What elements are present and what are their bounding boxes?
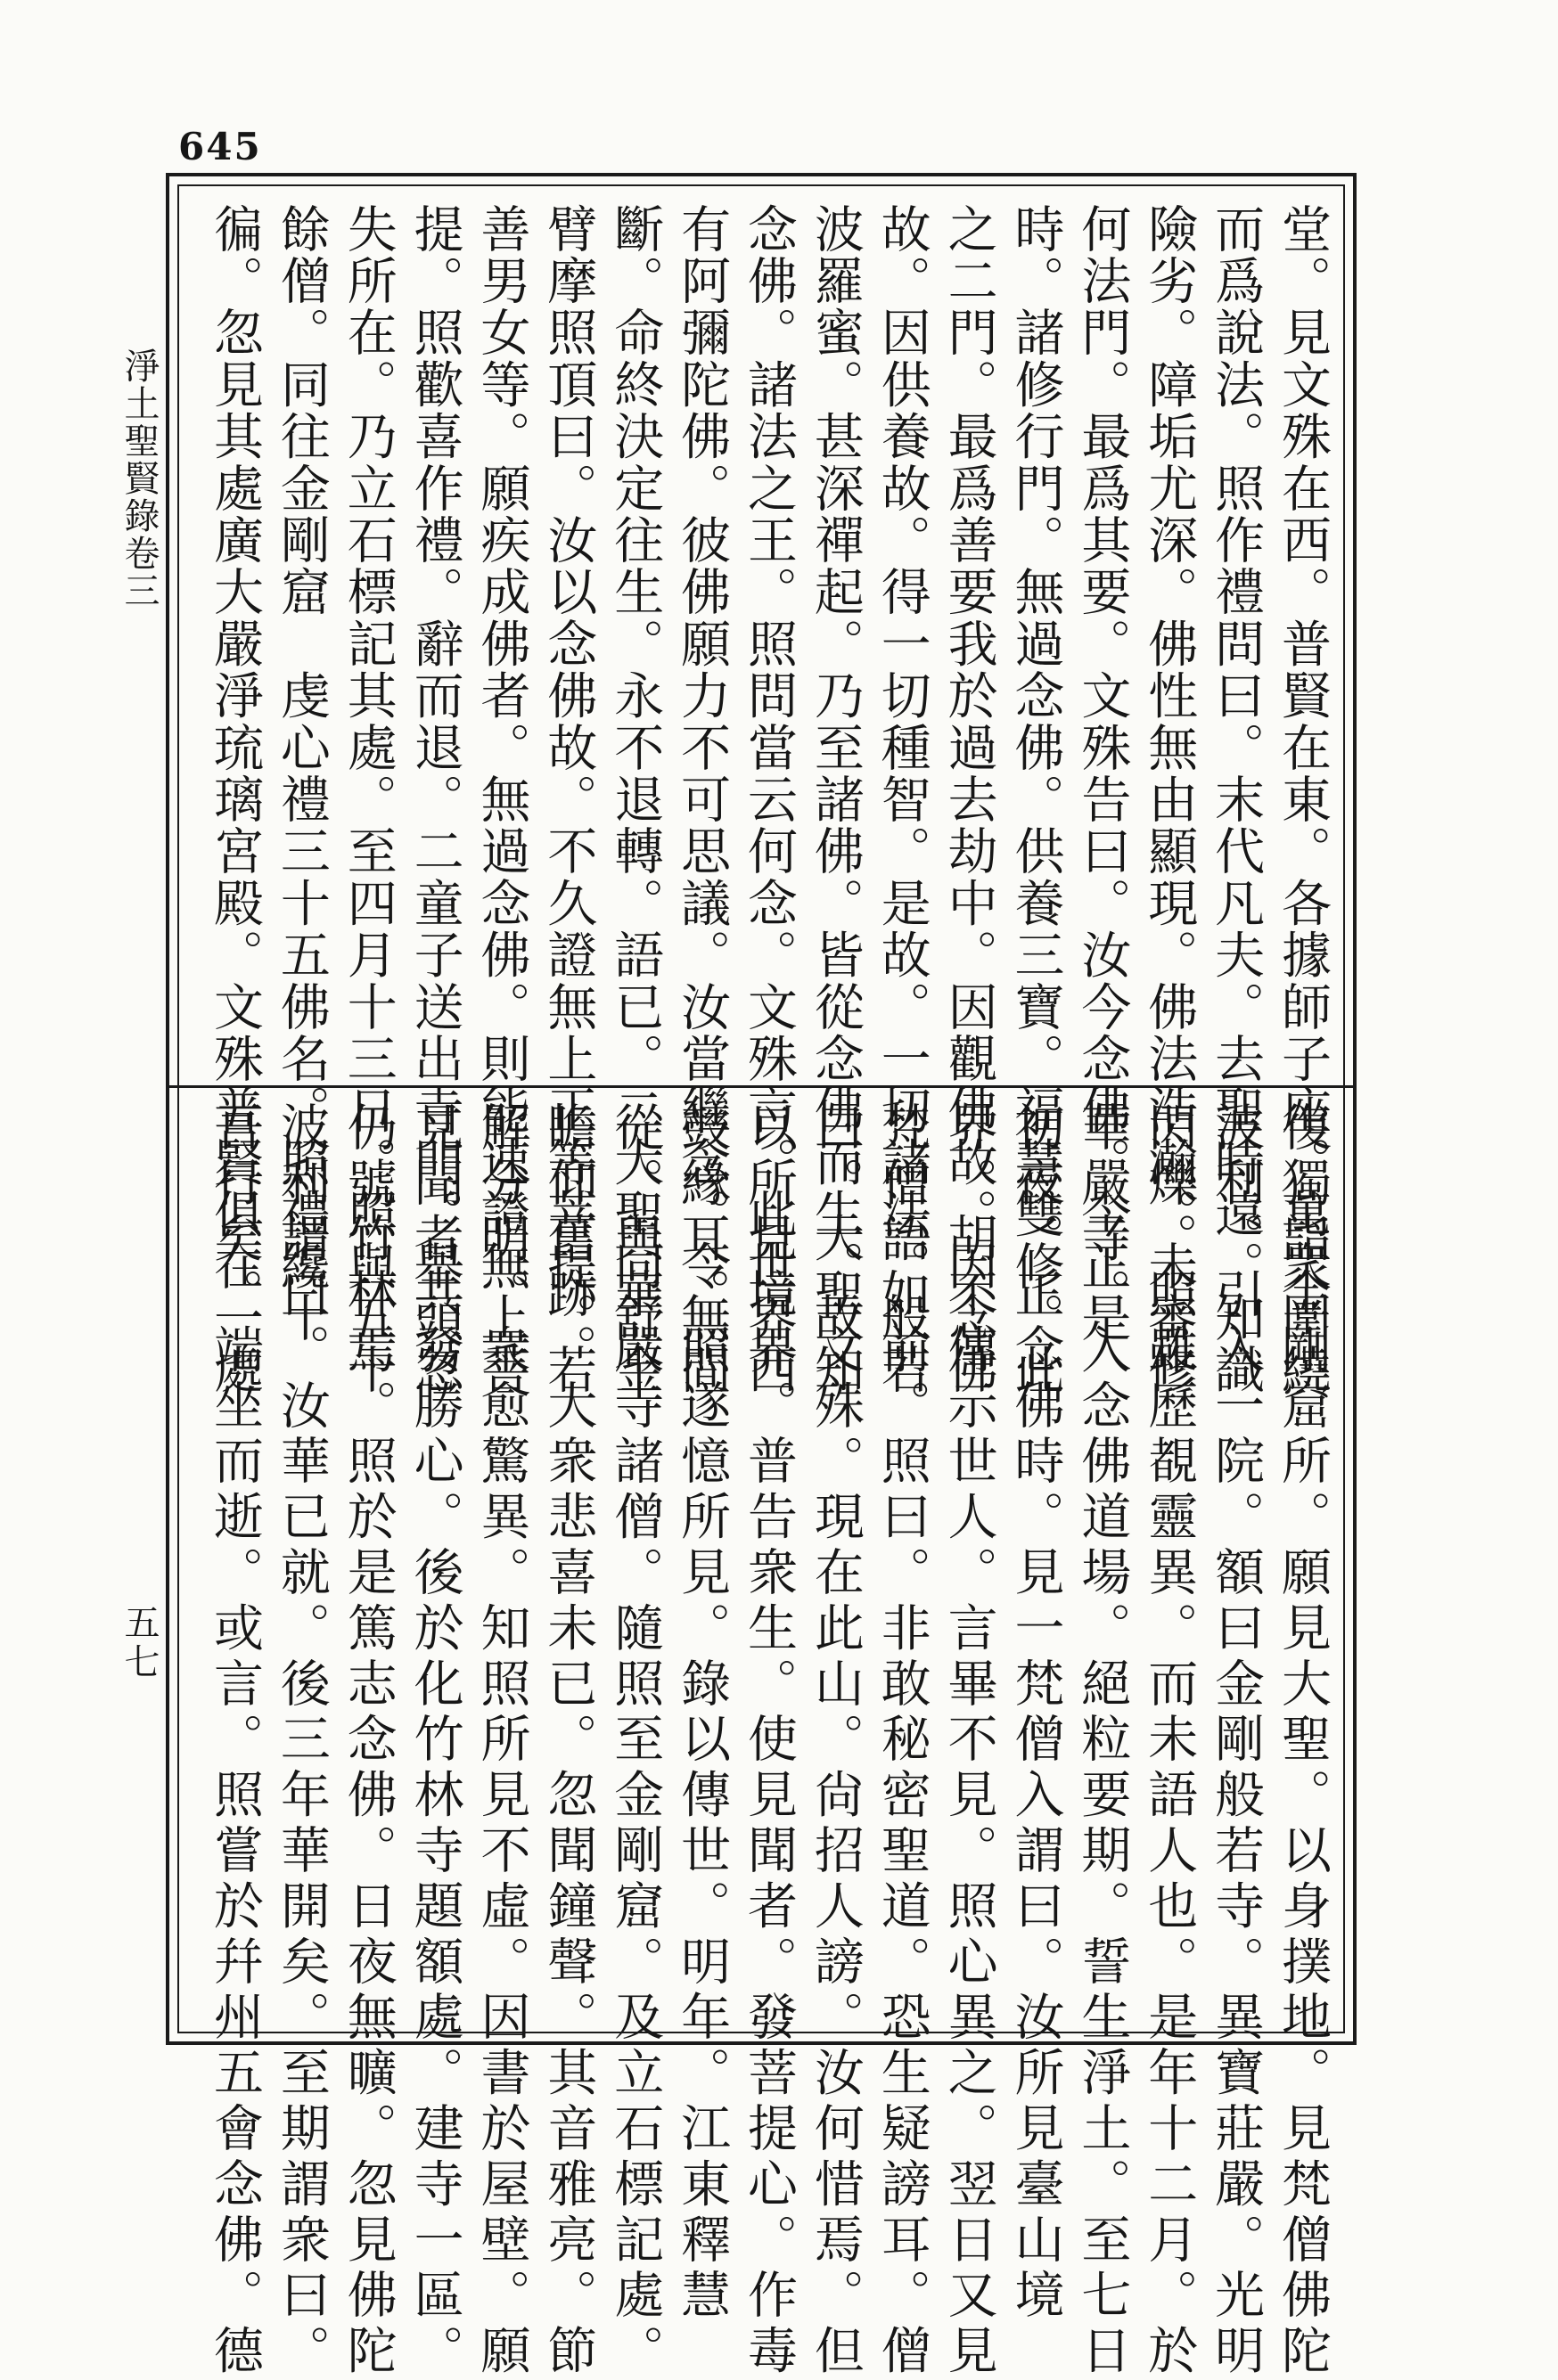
text-column: 波利。引入一院。額曰金剛般若寺。異寶莊嚴。光明: [1207, 1101, 1266, 2380]
text-column: 見聞者共發勝心。後於化竹林寺題額處。建寺一區。: [406, 1101, 464, 2380]
text-column: 險劣。障垢尤深。佛性無由顯現。佛法浩瀚。未審修: [1140, 203, 1199, 1396]
bottom-band: [206, 1101, 1332, 2380]
text-column: 之二門。最爲善要我於過去劫中。因觀佛故。因念佛: [939, 203, 998, 1396]
text-column: 臂摩照頂曰。汝以念佛故。不久證無上正等菩提。若: [539, 203, 598, 1396]
text-column: 初夜。正念佛時。見一梵僧入謂曰。汝所見臺山境: [1006, 1101, 1065, 2325]
text-column: 時。諸修行門。無過念佛。供養三寶。福慧雙修。此: [1006, 203, 1065, 1396]
text-column: 波羅蜜。甚深禪起。乃至諸佛。皆從念佛而生。故知: [806, 203, 865, 1396]
text-column: 有阿彌陀佛。彼佛願力不可思議。汝當繼念。令無間: [673, 203, 732, 1396]
top-band: [206, 203, 1332, 1396]
text-column: 從。與華嚴寺諸僧。隨照至金剛窟。及立石標記處。: [606, 1101, 665, 2380]
text-column: 復獨詣金剛窟所。願見大聖。以身撲地。見梵僧佛陀: [1274, 1101, 1332, 2380]
margin-folio: 五七: [119, 1604, 160, 1682]
text-column: 提。照歡喜作禮。辭而退。二童子送出寺門。舉頭忽: [406, 203, 464, 1396]
text-column: 波利謂曰。汝華已就。後三年華開矣。至期謂衆曰。: [272, 1101, 331, 2380]
text-column: 華嚴寺。入念佛道場。絕粒要期。誓生淨土。至七日: [1073, 1101, 1132, 2380]
page-number: 645: [178, 125, 262, 168]
text-column: 故。因供養故。得一切種智。是故。一切諸法。般若: [873, 203, 931, 1396]
text-column: 餘僧。同往金剛窟 虔心禮三十五佛名。照禮纔十: [272, 203, 331, 1345]
text-column: 界。胡不傳示世人。言畢不見。照心異之。翌日又見: [939, 1101, 998, 2380]
text-column: 失所在。乃立石標記其處。至四月十三日。照與五十: [339, 203, 398, 1396]
text-column: 而爲說法。照作禮問曰。末代凡夫。去聖時遠。知識: [1207, 203, 1266, 1396]
text-column: 閃爍。照雖歷覩靈異。而未語人也。是年十二月。於: [1140, 1101, 1199, 2380]
text-column: 解分明。衆愈驚異。知照所見不虛。因書於屋壁。願: [472, 1101, 531, 2380]
text-column: 徧。忽見其處廣大嚴淨琉璃宮殿。文殊普賢俱在一處: [206, 203, 264, 1396]
text-column: 念佛。諸法之王。照問當云何念。文殊言。此世界西: [740, 203, 798, 1396]
text-column: 堂。見文殊在西。普賢在東。各據師子座。萬衆圍繞: [1274, 203, 1332, 1396]
text-column: 以所見境界。普告衆生。使見聞者。發菩提心。作毒: [740, 1101, 798, 2380]
text-column: 善男女等。願疾成佛者。無過念佛。則能速證無上菩: [472, 203, 531, 1396]
text-column: 斷。命終決定往生。永不退轉。語已。二大聖同舒金: [606, 203, 665, 1396]
text-column: 吾行矣。端坐而逝。或言。照嘗於幷州五會念佛。德: [206, 1101, 264, 2380]
text-column: 曰。大聖文殊。現在此山。尙招人謗。汝何惜焉。但: [806, 1101, 865, 2380]
text-column: 鼓緣耳。照遂憶所見。錄以傳世。明年。江東釋慧: [673, 1101, 732, 2325]
text-column: 梵僧語如前。照曰。非敢秘密聖道。恐生疑謗耳。僧: [873, 1101, 931, 2380]
text-column: 何法門。最爲其要。文殊告曰。汝今念佛。今正是: [1073, 203, 1132, 1345]
margin-title: 淨土聖賢錄卷三: [119, 348, 160, 609]
text-column: 仍號竹林焉。照於是篤志念佛。日夜無曠。忽見佛陀: [339, 1101, 398, 2380]
text-column: 瞻仰舊跡。大衆悲喜未已。忽聞鐘聲。其音雅亮。節: [539, 1101, 598, 2380]
